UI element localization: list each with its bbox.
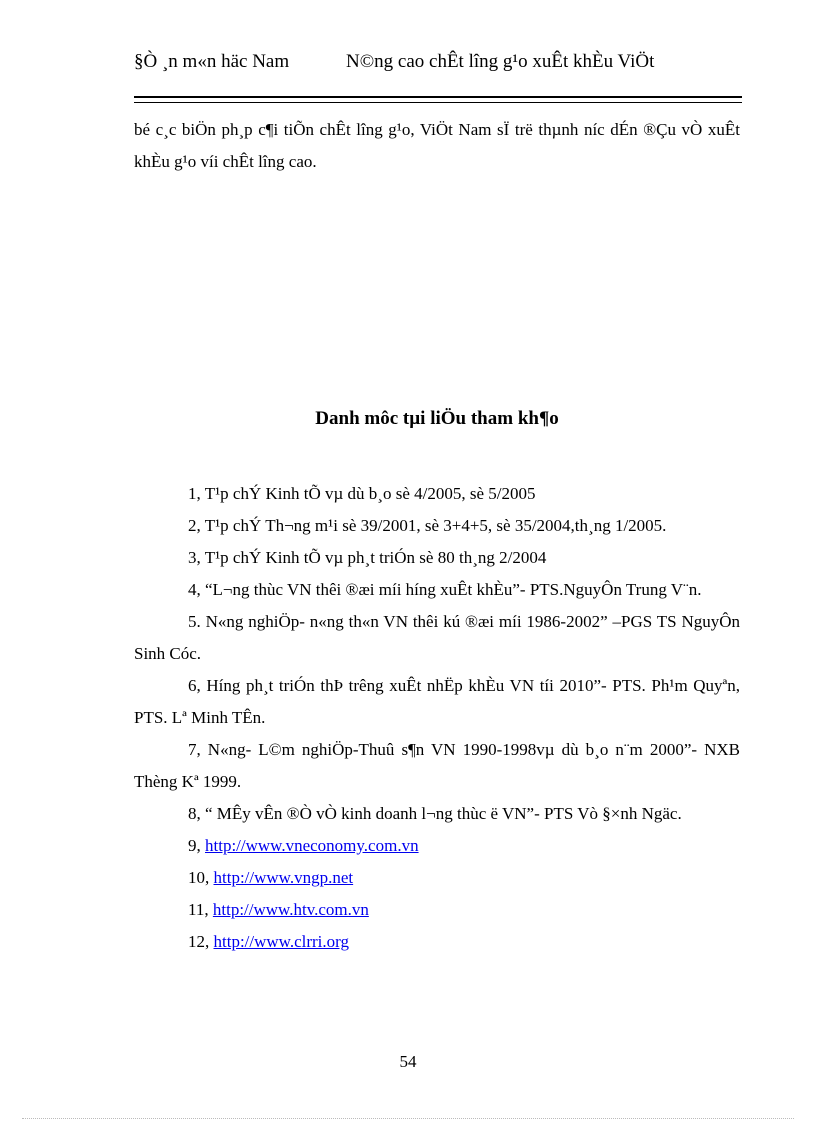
reference-link-vngp[interactable]: http://www.vngp.net: [213, 868, 354, 887]
reference-item-4: 4, “L¬ng thùc VN thêi ®æi míi híng xuÊt khÈu”- PTS.NguyÔn Trung V¨n.: [188, 580, 702, 599]
header-left-text: §Ò ¸n m«n häc Nam: [134, 51, 290, 72]
reference-item-11: [134, 894, 740, 926]
reference-item-7: 7, N«ng- L©m nghiÖp-Thuû s¶n VN 1990-1998vµ dù b¸o n¨m 2000”- NXB Thèng Kª 1999.: [134, 740, 740, 791]
section-title: Danh môc tµi liÖu tham kh¶o: [315, 408, 559, 429]
reference-item-12: [134, 926, 740, 958]
reference-item-6: 6, Híng ph¸t triÓn thÞ trêng xuÊt nhËp khÈu VN tíi 2010”- PTS. Ph¹m Quyªn, PTS. Lª Minh TÊn.: [134, 676, 740, 727]
reference-item-9: [134, 830, 740, 862]
reference-link-vneconomy[interactable]: http://www.vneconomy.com.vn: [205, 836, 419, 855]
reference-item-1: 1, T¹p chÝ Kinh tÕ vµ dù b¸o sè 4/2005, sè 5/2005: [188, 484, 536, 503]
reference-item-3: 3, T¹p chÝ Kinh tÕ vµ ph¸t triÓn sè 80 th¸ng 2/2004: [188, 548, 547, 567]
header-rule: [134, 96, 742, 103]
reference-number: 12,: [188, 932, 214, 951]
intro-paragraph: bé c¸c biÖn ph¸p c¶i tiÕn chÊt lîng g¹o, ViÖt Nam sÏ trë thµnh níc dÉn ®Çu vÒ xuÊt khÈu g¹o víi chÊt lîng cao.: [134, 120, 740, 171]
page-bottom-border: [22, 1118, 794, 1119]
reference-item-2: 2, T¹p chÝ Th¬ng m¹i sè 39/2001, sè 3+4+5, sè 35/2004,th¸ng 1/2005.: [188, 516, 667, 535]
reference-link-htv[interactable]: http://www.htv.com.vn: [212, 900, 369, 919]
reference-number: 10,: [188, 868, 214, 887]
reference-link-clrri[interactable]: http://www.clrri.org: [213, 932, 350, 951]
page-number: 54: [399, 1052, 417, 1071]
reference-item-8: 8, “ MÊy vÊn ®Ò vÒ kinh doanh l¬ng thùc ë VN”- PTS Vò §×nh Ngäc.: [188, 804, 682, 823]
reference-item-5: 5. N«ng nghiÖp- n«ng th«n VN thêi kú ®æi míi 1986-2002” –PGS TS NguyÔn Sinh Cóc.: [134, 612, 740, 663]
header-right-text: N©ng cao chÊt lîng g¹o xuÊt khÈu ViÖt: [346, 51, 655, 72]
reference-list: [134, 478, 740, 958]
reference-number: 11,: [188, 900, 213, 919]
reference-number: 9,: [188, 836, 205, 855]
reference-item-10: [134, 862, 740, 894]
